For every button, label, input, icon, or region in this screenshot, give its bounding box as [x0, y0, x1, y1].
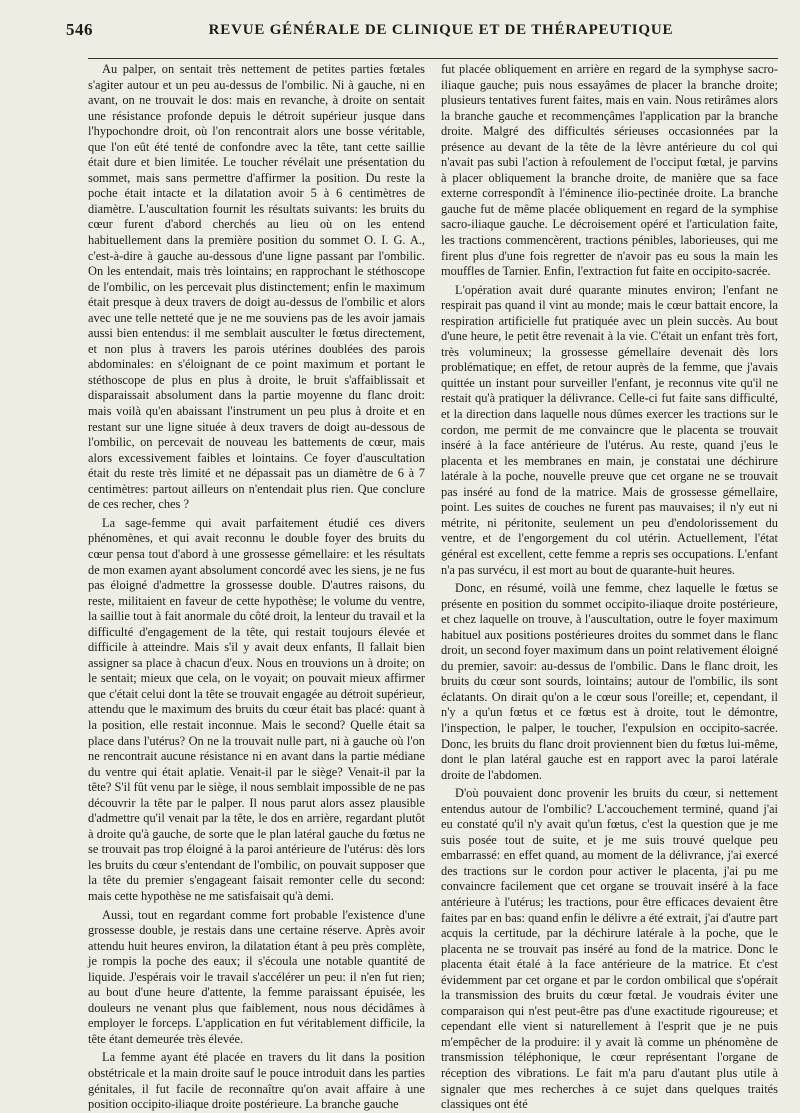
text-columns: [88, 62, 778, 1112]
paragraph: Au palper, on sentait très nettement de petites parties fœtales s'agiter autour et un peu au-dessus de l'ombilic. Ni à gauche, ni en avant, on ne trouvait le dos: mais en revanche, à droite on sentait une résistance profonde depuis le détroit supérieur jusque dans l'hypochondre droit, où l'on rencontrait alors une bosse véritable, que l'on eût été tenté de confondre avec la tête, tant cette saillie était dure et bien limitée. Le toucher révélait une présentation du sommet, mais sans permettre d'affirmer la position. Du reste la poche était intacte et la dilatation avoir 5 à 6 centimètres de diamètre. L'auscultation fournit les résultats suivants: les bruits du cœur furent d'abord cherchés au lieu où on les entend habituellement dans la première position du sommet O. I. G. A., c'est-à-dire à gauche au-dessous d'une ligne passant par l'ombilic. On les entendait, mais très lointains; en rapprochant le stéthoscope de l'ombilic, on les percevait plus distinctement; enfin le maximum était presque à deux travers de doigt au-dessus de l'ombilic et alors avec une telle netteté que je ne me souviens pas de les avoir jamais aussi bien entendus: il me semblait ausculter le fœtus directement, et non plus à travers les parois utérines doublées des parois abdominales: en s'éloignant de ce point maximum et portant le stéthoscope de plus en plus à droite, le bruit s'affaiblissait et disparaissait absolument dans la partie moyenne du flanc droit: mais voilà qu'en abaissant l'instrument un peu plus à droite et en restant sur une ligne située à deux travers de doigt au-dessous de l'ombilic, on percevait de nouveau les battements de cœur, mais alors excessivement faibles et lointains. Ce foyer d'auscultation était du reste très limité et ne dépassait pas un diamètre de 6 à 7 centimètres: partout ailleurs on n'entendait plus rien. Que conclure de ces recher, ches ?: [88, 62, 425, 512]
paragraph: L'opération avait duré quarante minutes environ; l'enfant ne respirait pas quand il vint au monde; mais le cœur battait encore, la respiration artificielle fut pratiquée avec un plein succès. Au bout d'une heure, le petit être revenait à la vie. C'était un enfant très fort, très volumineux; la grossesse gémellaire devenait dès lors problématique; en effet, de retour auprès de la femme, que j'avais quittée un instant pour surveiller l'enfant, je reconnus vite qu'il ne restait qu'à pratiquer la délivrance. Celle-ci fut faite sans difficulté, et la direction dans laquelle nous dûmes exercer les tractions sur le cordon, me permit de me convaincre que le placenta se trouvait inséré à la face antérieure de l'utérus. Au reste, quand j'eus le placenta et les membranes en main, je constatai une déchirure latérale à la poche, nouvelle preuve que cet organe ne se trouvait pas inséré au fond de la matrice. Mais de grossesse gémellaire, point. Les suites de couches ne furent pas mauvaises; il n'y eut ni métrite, ni péritonite, seulement un peu d'endolorissement du ventre, et de l'engorgement du col utérin. Actuellement, l'état général est excellent, cette femme a repris ses occupations. L'enfant n'a pas survécu, il est mort au bout de quarante-huit heures.: [441, 282, 778, 577]
page-header: [66, 20, 766, 46]
paragraph-continued: fut placée obliquement en arrière en regard de la symphyse sacro-iliaque gauche; puis nous essayâmes de placer la branche droite; plusieurs tentatives furent faites, mais en vain. Nous retirâmes alors la branche gauche et recommençâmes l'application par la branche droite. Malgré des difficultés sérieuses occasionnées par la présence au devant de la tête de la lèvre antérieure du col qui n'avait pas subi l'action à refoulement de l'occiput fœtal, je parvins à placer obliquement la branche droite, de manière que sa face externe correspondît à l'éminence ilio-pectinée droite. La branche gauche fut de même placée obliquement en regard de la symphise sacro-iliaque gauche. Le décroisement opéré et l'articulation faite, les tractions commencèrent, tractions pénibles, laborieuses, qui me firent plus d'une fois regretter de n'avoir pas eu sous la main les mouffles de Tarnier. Enfin, l'extraction fut faite en occipito-sacrée.: [441, 62, 778, 279]
page-number: 546: [66, 20, 93, 39]
left-column: [88, 62, 425, 1112]
paragraph: Aussi, tout en regardant comme fort probable l'existence d'une grossesse double, je restais dans une certaine réserve. Après avoir attendu huit heures environ, la dilatation étant à peu près complète, je rompis la poche des eaux; il s'écoula une notable quantité de liquide. J'espérais voir le travail s'accélérer un peu: il n'en fut rien; au bout d'une heure d'attente, la femme paraissant épuisée, les douleurs ne venant plus que faiblement, nous nous décidâmes à employer le forceps. L'application en fut véritablement difficile, la tête étant demeurée très élevée.: [88, 907, 425, 1046]
paragraph: La sage-femme qui avait parfaitement étudié ces divers phénomènes, et qui avait reconnu le double foyer des bruits du cœur pensa tout d'abord à une grossesse gémellaire: et les résultats de mon examen ayant absolument concordé avec les siens, je ne fus pas éloigné d'admettre la grossesse double. D'autres raisons, du reste, militaient en faveur de cette hypothèse; le volume du ventre, la saillie tout à fait anormale du côté droit, la lenteur du travail et la difficulté d'engagement de la tête, qui restait toujours élevée et difficile à atteindre. Mais s'il y avait deux enfants, Il fallait bien assigner sa place à chacun d'eux. Nous en trouvions un à droite; on le sentait; mieux que cela, on le voyait; on pouvait mieux affirmer que c'était celui dont la tête se trouvait engagée au détroit supérieur, attendu que le maximum des bruits du cœur était bas placé: quant à la position, elle restait inconnue. Mais le second? Quelle était sa place dans l'utérus? On ne la trouvait nulle part, ni à gauche où l'on ne rencontrait aucune résistance ni en avant dans la partie médiane du ventre qui était aplatie. Venait-il par le siège? Venait-il par la tête? S'il fût venu par le siège, il nous semblait impossible de ne pas découvrir la tête par le palper. Il nous parut alors assez plausible d'admettre qu'il venait par la tête, le dos en arrière, regardant plutôt à droite qu'à gauche, de sorte que le plan latéral gauche du fœtus ne se trouvait pas trop éloigné à la paroi antérieure de l'utérus: dès lors les bruits du cœur s'entendant de l'ombilic, on pouvait supposer que la tête du premier s'engageant faisait remonter celle du second: mais cette hypothèse ne me satisfaisait qu'à demi.: [88, 515, 425, 903]
paragraph: La femme ayant été placée en travers du lit dans la position obstétricale et la main droite sauf le pouce introduit dans les parties génitales, il fut facile de reconnaître qu'on avait affaire à une position occipito-iliaque droite postérieure. La branche gauche: [88, 1050, 425, 1112]
right-column: [441, 62, 778, 1112]
paragraph: D'où pouvaient donc provenir les bruits du cœur, si nettement entendus autour de l'ombilic? L'accouchement terminé, quand j'ai eu constaté qu'il n'y avait qu'un fœtus, c'est la question que je me suis posée tout de suite, et je me suis trouvé quelque peu embarrassé: en effet quand, au moment de la délivrance, j'ai exercé des tractions sur le cordon pour activer le placenta, j'ai pu me convaincre facilement que cet organe se trouvait inséré à la face antérieure à l'utérus; les tractions, pour être efficaces devaient être faites par en bas: quand enfin le délivre a été extrait, j'ai d'autre part acquis la certitude, par la déchirure latérale à la poche, que le placenta ne se trouvait pas inséré au fond de la matrice. Donc le placenta était étalé à la face antérieure de la matrice. Et c'est évidemment par cet organe et par le cordon ombilical que s'opérait la transmission des bruits du cœur fœtal. Je voudrais éviter une comparaison qui n'est peut-être pas d'une exactitude rigoureuse; et cependant elle vient si naturellement à l'esprit que je ne puis m'empêcher de la produire: il y avait là comme un phénomène de transmission téléphonique, le cœur représentant l'organe de réception des vibrations. Le fait m'a paru d'autant plus utile à signaler que mes recherches à ce sujet dans quelques traités classiques ont été: [441, 786, 778, 1112]
running-title: REVUE GÉNÉRALE DE CLINIQUE ET DE THÉRAPEUTIQUE: [208, 22, 674, 38]
header-rule: [88, 58, 778, 59]
paragraph: Donc, en résumé, voilà une femme, chez laquelle le fœtus se présente en position du sommet occipito-iliaque droite postérieure, et chez laquelle on trouve, à l'auscultation, outre le foyer maximum habituel aux positions postérieures droites du sommet dans le flanc droit, un second foyer maximum dans un point relativement éloigné du premier, savoir: au-dessus de l'ombilic. Dans le flanc droit, les bruits du cœur sont sourds, lointains; autour de l'ombilic, ils sont éclatants. On dirait qu'on a le cœur sous l'oreille; et, cependant, il n'y a qu'un fœtus et ce fœtus est à droite, tout le démontre, l'inspection, le palper, le toucher, l'expulsion en occipito-sacrée. Donc, les bruits du flanc droit proviennent bien du fœtus lui-même, dont le plan latéral gauche est en rapport avec la paroi latérale droite de l'abdomen.: [441, 581, 778, 782]
